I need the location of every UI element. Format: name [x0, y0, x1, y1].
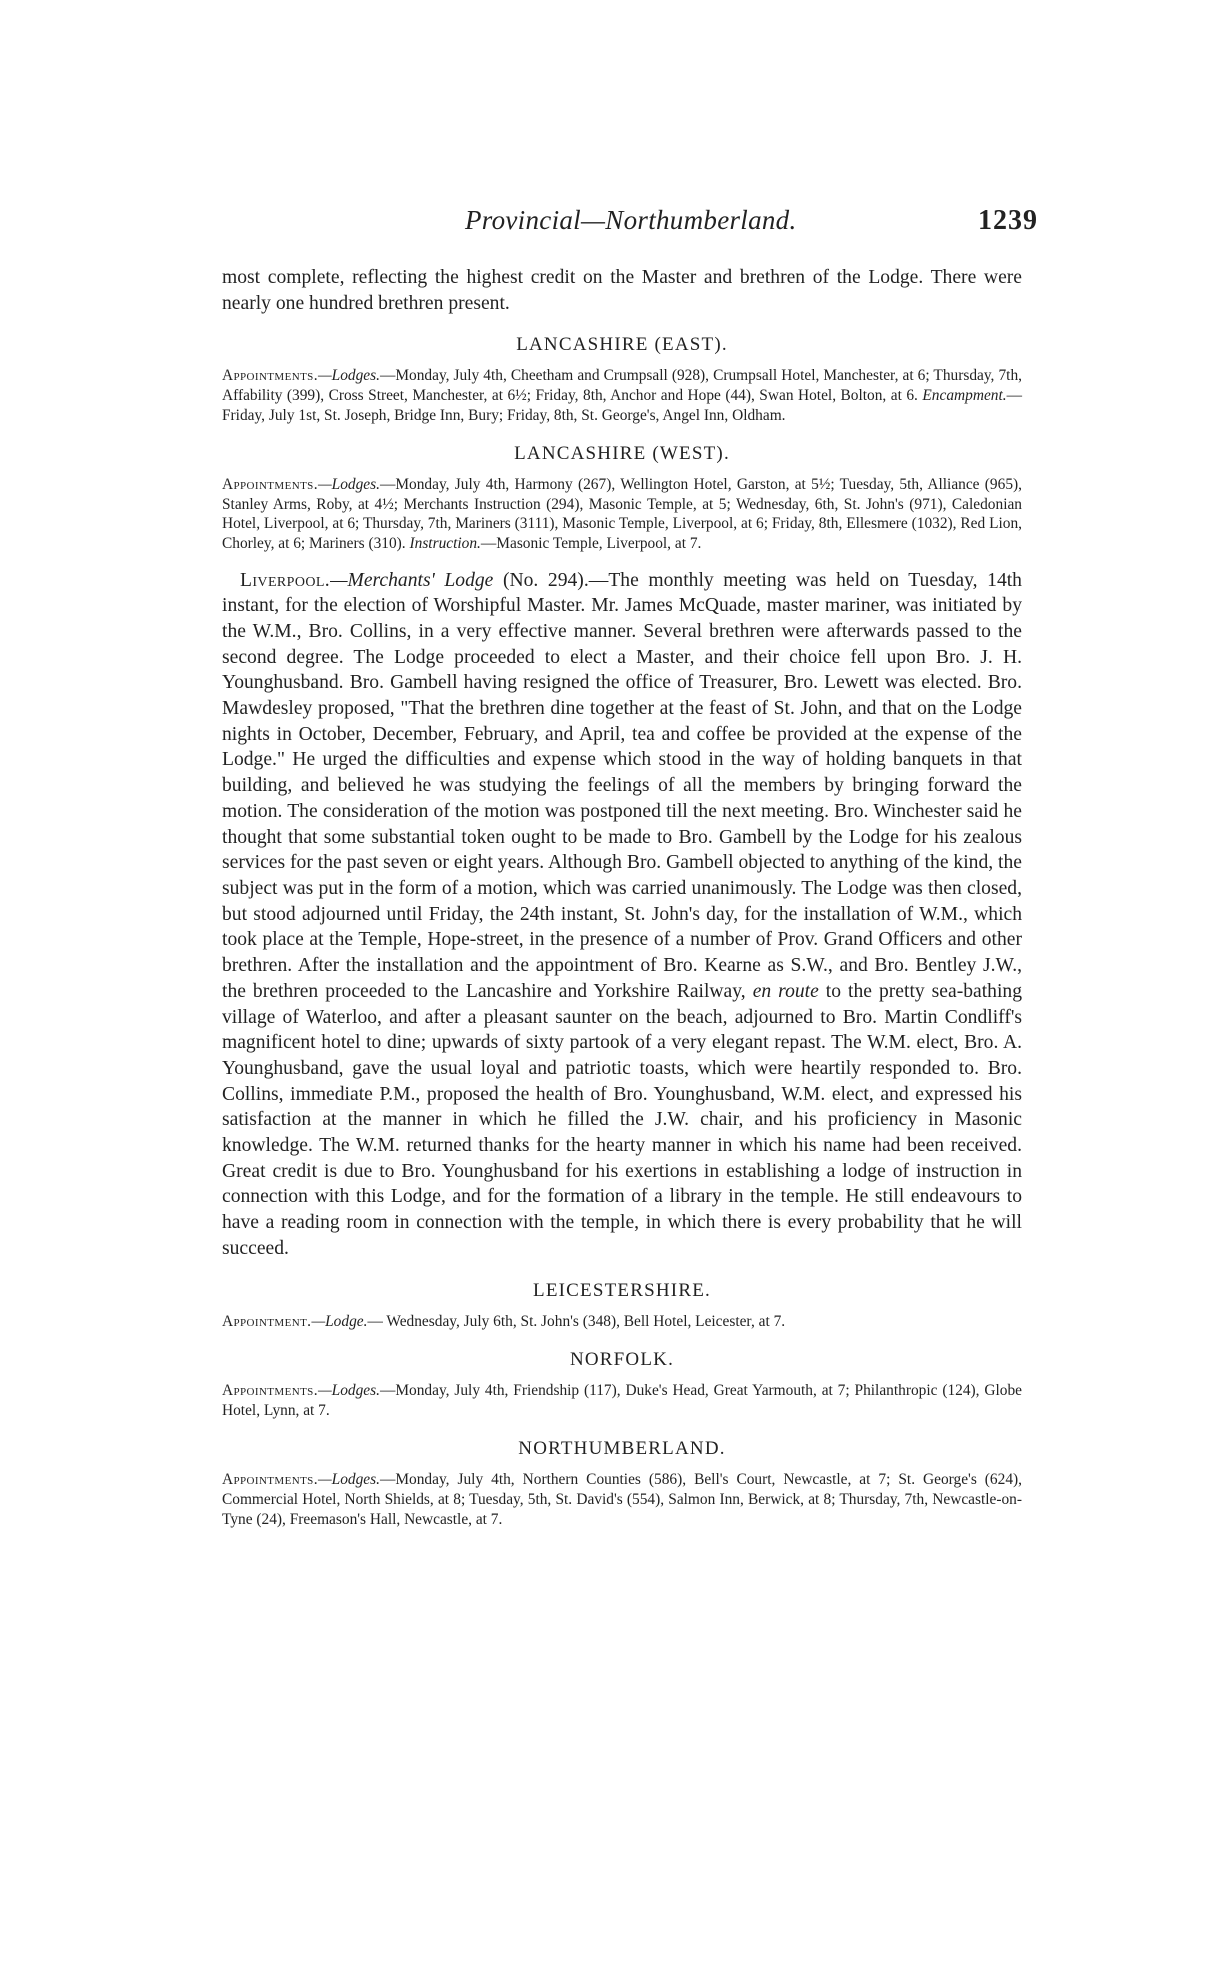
encampment-label: Encampment. [922, 387, 1007, 404]
lancashire-west-text: —Monday, July 4th, Harmony (267), Wellington Hotel, Garston, at 5½; Tuesday, 5th, Alliance (965), Stanley Arms, Roby, at 4½; Merchants Instruction (294), Masonic Temple, at 5; Wednesday, 6th, St. John's (971), Caledonian Hotel, Liverpool, at 6; Thursday, 7th, Mariners (3111), Masonic Temple, Liverpool, at 6; Friday, 8th, Ellesmere (1032), Red Lion, Chorley, at 6; Mariners (310). [222, 476, 1022, 552]
norfolk-text: —Monday, July 4th, Friendship (117), Duke's Head, Great Yarmouth, at 7; Philanthropic (124), Globe Hotel, Lynn, at 7. [222, 1382, 1022, 1419]
appointments-label: Appointments. [222, 367, 318, 385]
liverpool-report-text: —The monthly meeting was held on Tuesday, 14th instant, for the election of Worshipful Master. Mr. James McQuade, master mariner, was initiated by the W.M., Bro. Collins, in a very effective manner. Several brethren were afterwards passed to the second degree. The Lodge proceeded to elect a Master, and their choice fell upon Bro. J. H. Younghusband. Bro. Gambell having resigned the office of Treasurer, Bro. Lewett was elected. Bro. Mawdesley proposed, "That the brethren dine together at the feast of St. John, and that on the Lodge nights in October, December, February, and April, tea and coffee be provided at the expense of the Lodge." He urged the difficulties and expense which stood in the way of holding banquets in that building, and believed he was studying the feelings of all the members by bringing forward the motion. The consideration of the motion was postponed till the next meeting. Bro. Winchester said he thought that some substantial token ought to be made to Bro. Gambell by the Lodge for his zealous services for the past seven or eight years. Although Bro. Gambell objected to anything of the kind, the subject was put in the form of a motion, which was carried unanimously. The Lodge was then closed, but stood adjourned until Friday, the 24th instant, St. John's day, for the installation of W.M., which took place at the Temple, Hope-street, in the presence of a number of Prov. Grand Officers and other brethren. After the installation and the appointment of Bro. Kearne as S.W., and Bro. Bentley J.W., the brethren proceeded to the Lancashire and Yorkshire Railway, [222, 569, 1022, 1002]
merchants-lodge-label: —Merchants' Lodge [330, 569, 494, 591]
appointments-label: Appointments. [222, 1382, 318, 1400]
text-column [222, 265, 1022, 1529]
liverpool-report [222, 568, 1022, 1262]
appointment-label: Appointment. [222, 1312, 312, 1330]
lancashire-east-text: —Monday, July 4th, Cheetham and Crumpsall (928), Crumpsall Hotel, Manchester, at 6; Thursday, 7th, Affability (399), Cross Street, Manchester, at 6½; Friday, 8th, Anchor and Hope (44), Swan Hotel, Bolton, at 6. [222, 367, 1022, 404]
intro-paragraph: most complete, reflecting the highest credit on the Master and brethren of the Lodge. There were nearly one hundred brethren present. [222, 267, 1022, 314]
running-title: Provincial—Northumberland. [465, 205, 797, 235]
lancashire-east-encampment-text: —Friday, July 1st, St. Joseph, Bridge Inn, Bury; Friday, 8th, St. George's, Angel Inn, Oldham. [222, 387, 1022, 424]
leicestershire-text: — Wednesday, July 6th, St. John's (348), Bell Hotel, Leicester, at 7. [367, 1312, 786, 1330]
instruction-label: Instruction. [409, 534, 481, 552]
page-number: 1239 [978, 205, 1038, 236]
lodges-label: —Lodges. [317, 367, 380, 385]
lancashire-west-instruction-text: —Masonic Temple, Liverpool, at 7. [480, 534, 702, 552]
northumberland-appointments [222, 1470, 1022, 1529]
heading-lancashire-west: LANCASHIRE (WEST). [514, 443, 730, 465]
northumberland-text: —Monday, July 4th, Northern Counties (586), Bell's Court, Newcastle, at 7; St. George's (624), Commercial Hotel, North Shields, at 8; Tuesday, 5th, St. David's (554), Salmon Inn, Berwick, at 8; Thursday, 7th, Newcastle-on-Tyne (24), Freemason's Hall, Newcastle, at 7. [222, 1471, 1022, 1528]
lodges-label: —Lodges. [317, 1382, 380, 1400]
heading-lancashire-east: LANCASHIRE (EAST). [516, 334, 728, 356]
heading-northumberland: NORTHUMBERLAND. [518, 1438, 726, 1460]
norfolk-appointments [222, 1381, 1022, 1420]
appointments-label: Appointments. [222, 1471, 318, 1489]
leicestershire-appointment [222, 1312, 1022, 1332]
lodge-label: —Lodge. [311, 1312, 368, 1330]
lancashire-west-appointments [222, 475, 1022, 553]
lancashire-east-appointments [222, 366, 1022, 425]
liverpool-report-text-continued: to the pretty sea-bathing village of Waterloo, and after a pleasant saunter on the beach, adjourned to Bro. Martin Condliff's magnificent hotel to dine; upwards of sixty partook of a very elegant repast. The W.M. elect, Bro. A. Younghusband, gave the usual loyal and patriotic toasts, which were heartily responded to. Bro. Collins, immediate P.M., proposed the health of Bro. Younghusband, W.M. elect, and expressed his satisfaction at the manner in which he filled the J.W. chair, and his proficiency in Masonic knowledge. The W.M. returned thanks for the hearty manner in which his name had been received. Great credit is due to Bro. Younghusband for his exertions in establishing a lodge of instruction in connection with this Lodge, and for the formation of a library in the temple. He still endeavours to have a reading room in connection with the temple, in which there is every probability that he will succeed. [222, 980, 1022, 1259]
lodges-label: —Lodges. [317, 476, 380, 494]
en-route-text: en route [752, 980, 819, 1002]
heading-leicestershire: LEICESTERSHIRE. [533, 1279, 711, 1301]
liverpool-label: Liverpool. [240, 569, 331, 591]
appointments-label: Appointments. [222, 476, 318, 494]
lodge-number: (No. 294). [493, 569, 589, 591]
heading-norfolk: NORFOLK. [569, 1349, 675, 1371]
lodges-label: —Lodges. [317, 1471, 380, 1489]
page-header [235, 205, 1038, 245]
